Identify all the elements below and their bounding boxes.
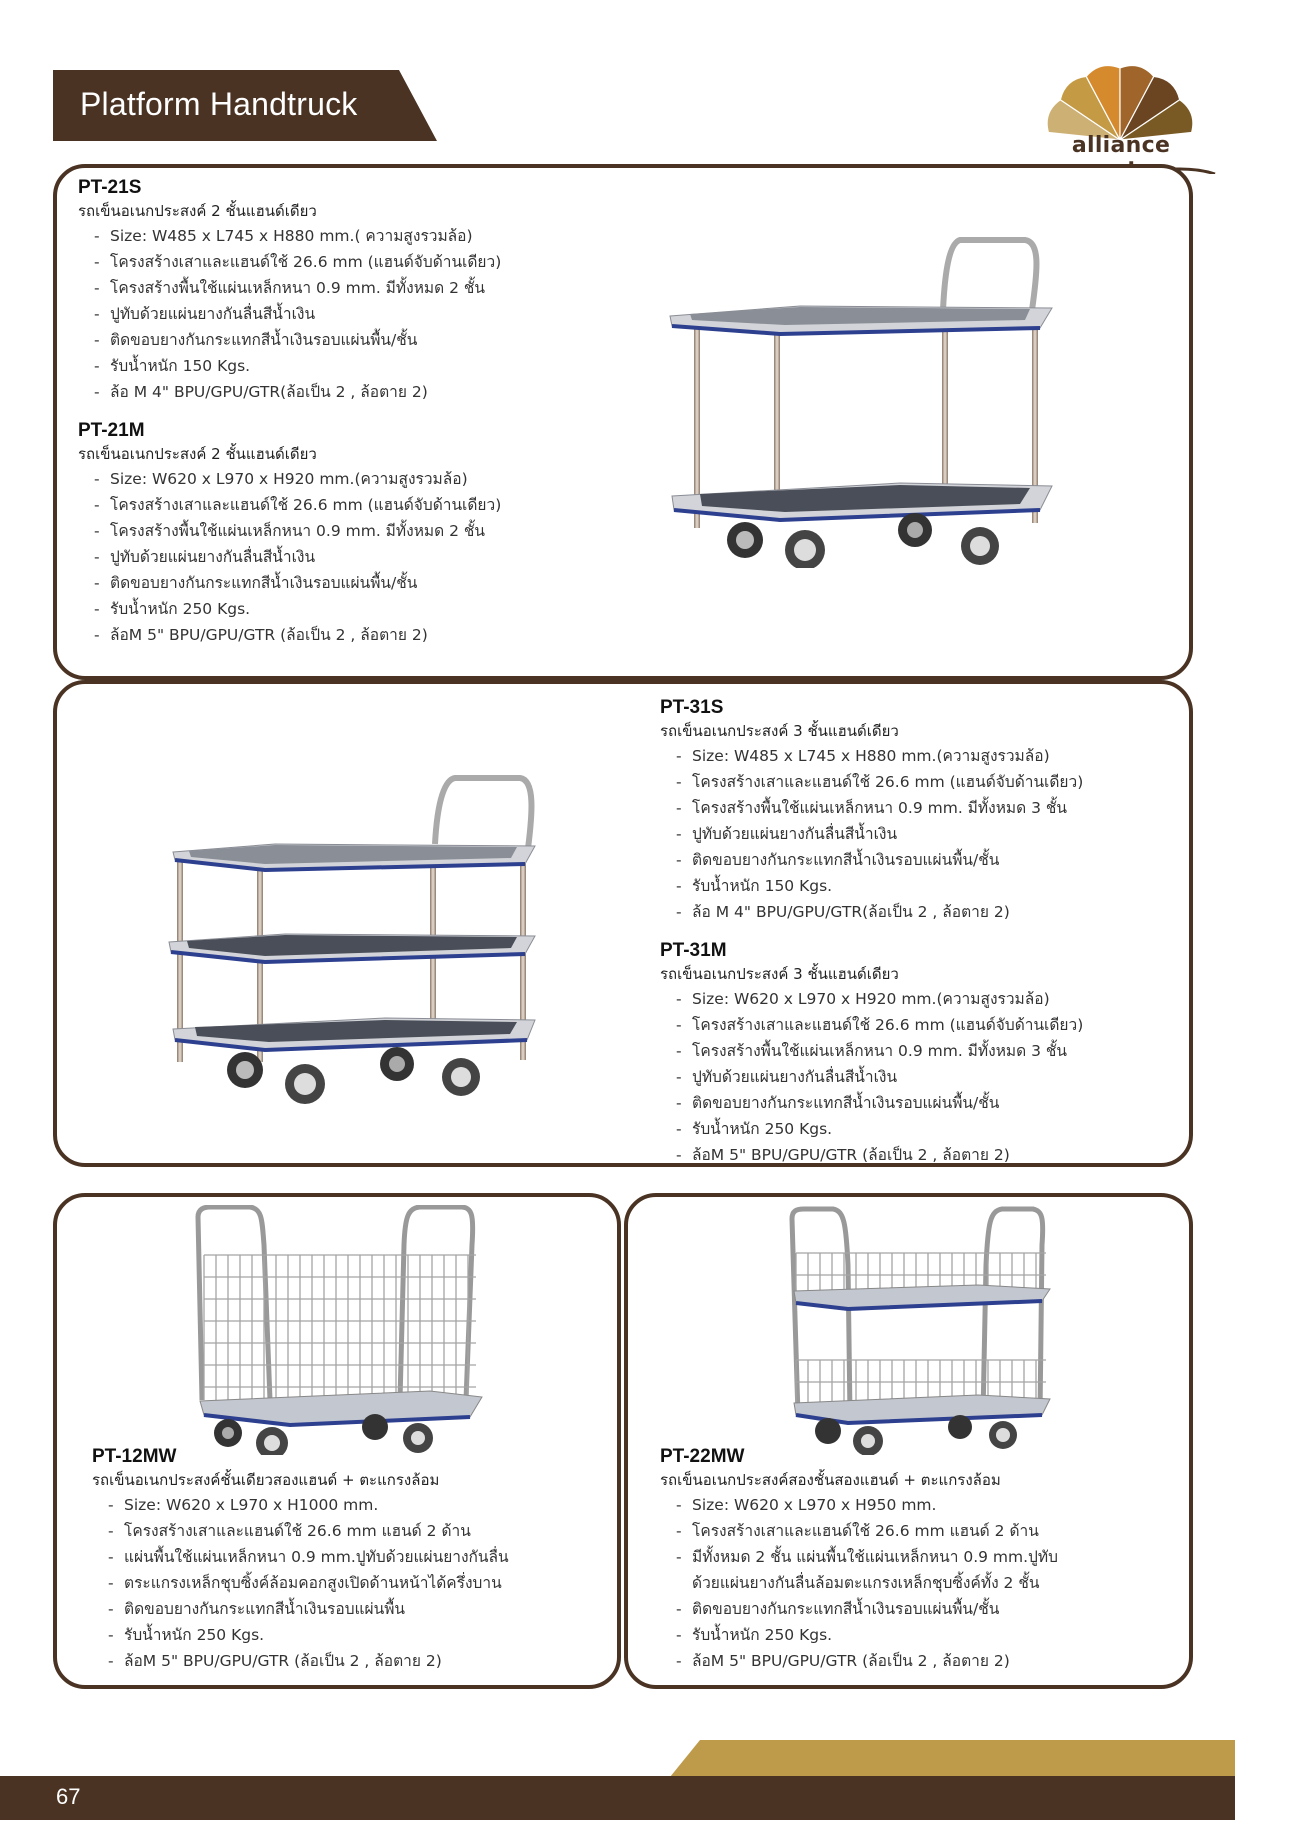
spec-item: [676, 1622, 1058, 1648]
spec-text: Size: W620 x L970 x H920 mm.(ความสูงรวมล้อ): [692, 990, 1050, 1008]
spec-item: [676, 1116, 1083, 1142]
bullet-dash: -: [94, 496, 100, 514]
bullet-dash: -: [676, 1652, 682, 1670]
spec-text: โครงสร้างเสาและแฮนด์ใช้ 26.6 mm (แฮนด์จับด้านเดียว): [692, 773, 1084, 791]
bullet-dash: -: [94, 522, 100, 540]
spec-list: [92, 1492, 509, 1674]
spec-item: [676, 1544, 1058, 1570]
spec-text: Size: W620 x L970 x H1000 mm.: [124, 1496, 379, 1514]
spec-item: [676, 769, 1083, 795]
bullet-dash: -: [94, 470, 100, 488]
spec-item: [94, 301, 501, 327]
spec-text: ล้อM 5" BPU/GPU/GTR (ล้อเป็น 2 , ล้อตาย 2): [110, 626, 428, 644]
bullet-dash: -: [94, 253, 100, 271]
spec-item: [94, 570, 501, 596]
spec-item: [676, 1012, 1083, 1038]
spec-item-continuation: ด้วยแผ่นยางกันลื่นล้อมตะแกรงเหล็กชุบซิ้งค์ทั้ง 2 ชั้น: [692, 1574, 1040, 1592]
page-title: Platform Handtruck: [80, 86, 358, 122]
spec-item: [94, 518, 501, 544]
spec-text: Size: W485 x L745 x H880 mm.( ความสูงรวมล้อ): [110, 227, 473, 245]
spec-text: ตระแกรงเหล็กชุบซิ้งค์ล้อมคอกสูงเปิดด้านหน้าได้ครึ่งบาน: [124, 1574, 502, 1592]
bullet-dash: -: [94, 383, 100, 401]
spec-text: รับน้ำหนัก 250 Kgs.: [124, 1626, 265, 1644]
bullet-dash: -: [108, 1626, 114, 1644]
spec-item: [676, 1038, 1083, 1064]
spec-text: Size: W620 x L970 x H920 mm.(ความสูงรวมล้อ): [110, 470, 468, 488]
product-description: รถเข็นอเนกประสงค์ 3 ชั้นแฮนด์เดียว: [660, 965, 899, 983]
bullet-dash: -: [94, 279, 100, 297]
spec-item: [108, 1648, 509, 1674]
spec-item: [94, 492, 501, 518]
spec-text: รับน้ำหนัก 250 Kgs.: [692, 1626, 833, 1644]
spec-text: ปูทับด้วยแผ่นยางกันลื่นสีน้ำเงิน: [110, 305, 316, 323]
spec-text: ปูทับด้วยแผ่นยางกันลื่นสีน้ำเงิน: [110, 548, 316, 566]
spec-item: [676, 1142, 1083, 1168]
product-spec-pt-31s: [660, 697, 1083, 925]
spec-text: โครงสร้างเสาและแฮนด์ใช้ 26.6 mm (แฮนด์จับด้านเดียว): [692, 1016, 1084, 1034]
spec-item: [108, 1622, 509, 1648]
spec-item: [108, 1518, 509, 1544]
spec-item: [676, 821, 1083, 847]
product-spec-pt-22mw: [660, 1446, 1058, 1674]
bullet-dash: -: [108, 1574, 114, 1592]
spec-text: Size: W620 x L970 x H950 mm.: [692, 1496, 937, 1514]
wire-cage: [204, 1255, 476, 1400]
footer-accent: [670, 1740, 1235, 1777]
bullet-dash: -: [676, 903, 682, 921]
bullet-dash: -: [94, 357, 100, 375]
spec-text: Size: W485 x L745 x H880 mm.(ความสูงรวมล้อ): [692, 747, 1050, 765]
spec-list: [660, 986, 1083, 1168]
bullet-dash: -: [676, 877, 682, 895]
bullet-dash: -: [94, 600, 100, 618]
product-image-pt-31s: [165, 772, 545, 1112]
bullet-dash: -: [676, 990, 682, 1008]
spec-text: รับน้ำหนัก 250 Kgs.: [110, 600, 251, 618]
spec-item: [676, 1596, 1058, 1622]
model-code: PT-12MW: [92, 1446, 177, 1467]
bullet-dash: -: [94, 227, 100, 245]
bullet-dash: -: [676, 747, 682, 765]
model-code: PT-31S: [660, 697, 724, 718]
spec-text: รับน้ำหนัก 250 Kgs.: [692, 1120, 833, 1138]
bullet-dash: -: [108, 1496, 114, 1514]
product-spec-pt-12mw: [92, 1446, 509, 1674]
bullet-dash: -: [676, 851, 682, 869]
spec-item: [676, 795, 1083, 821]
bullet-dash: -: [676, 825, 682, 843]
spec-item: [94, 275, 501, 301]
spec-text: โครงสร้างเสาและแฮนด์ใช้ 26.6 mm แฮนด์ 2 ด้าน: [692, 1522, 1039, 1540]
spec-text: ติดขอบยางกันกระแทกสีน้ำเงินรอบแผ่นพื้น/ชั้น: [692, 1094, 1000, 1112]
product-description: รถเข็นอเนกประสงค์ชั้นเดียวสองแฮนด์ + ตะแกรงล้อม: [92, 1471, 440, 1489]
spec-text: ติดขอบยางกันกระแทกสีน้ำเงินรอบแผ่นพื้น/ชั้น: [692, 851, 1000, 869]
model-code: PT-21M: [78, 420, 145, 441]
product-description: รถเข็นอเนกประสงค์สองชั้นสองแฮนด์ + ตะแกรงล้อม: [660, 1471, 1001, 1489]
bullet-dash: -: [676, 1094, 682, 1112]
spec-item: [94, 544, 501, 570]
spec-text: ติดขอบยางกันกระแทกสีน้ำเงินรอบแผ่นพื้น/ชั้น: [110, 331, 418, 349]
wire-cage: [796, 1253, 1046, 1402]
model-code: PT-22MW: [660, 1446, 745, 1467]
bullet-dash: -: [676, 799, 682, 817]
spec-item: [676, 1492, 1058, 1518]
spec-item: [94, 596, 501, 622]
spec-item: [94, 622, 501, 648]
spec-item: [108, 1544, 509, 1570]
product-image-pt-12mw: [190, 1205, 490, 1455]
spec-item: [108, 1570, 509, 1596]
spec-list: [78, 466, 501, 648]
bullet-dash: -: [108, 1600, 114, 1618]
bullet-dash: -: [676, 1016, 682, 1034]
spec-text: โครงสร้างพื้นใช้แผ่นเหล็กหนา 0.9 mm. มีทั้งหมด 3 ชั้น: [692, 1042, 1068, 1060]
spec-item: [676, 1648, 1058, 1674]
bullet-dash: -: [94, 331, 100, 349]
spec-item: [94, 353, 501, 379]
spec-item: [108, 1596, 509, 1622]
spec-text: ปูทับด้วยแผ่นยางกันลื่นสีน้ำเงิน: [692, 825, 898, 843]
spec-item: [94, 249, 501, 275]
bullet-dash: -: [676, 773, 682, 791]
spec-item: [676, 847, 1083, 873]
spec-list: [78, 223, 501, 405]
bullet-dash: -: [676, 1626, 682, 1644]
spec-text: รับน้ำหนัก 150 Kgs.: [692, 877, 833, 895]
spec-text: ล้อM 5" BPU/GPU/GTR (ล้อเป็น 2 , ล้อตาย 2): [124, 1652, 442, 1670]
bullet-dash: -: [108, 1652, 114, 1670]
spec-text: โครงสร้างพื้นใช้แผ่นเหล็กหนา 0.9 mm. มีทั้งหมด 3 ชั้น: [692, 799, 1068, 817]
bullet-dash: -: [94, 626, 100, 644]
spec-item: [108, 1492, 509, 1518]
bullet-dash: -: [676, 1042, 682, 1060]
spec-text: ล้อM 5" BPU/GPU/GTR (ล้อเป็น 2 , ล้อตาย 2): [692, 1146, 1010, 1164]
bullet-dash: -: [94, 574, 100, 592]
product-description: รถเข็นอเนกประสงค์ 3 ชั้นแฮนด์เดียว: [660, 722, 899, 740]
spec-text: ล้อ M 4" BPU/GPU/GTR(ล้อเป็น 2 , ล้อตาย 2): [110, 383, 428, 401]
product-spec-pt-31m: [660, 940, 1083, 1168]
spec-text: มีทั้งหมด 2 ชั้น แผ่นพื้นใช้แผ่นเหล็กหนา 0.9 mm.ปูทับ: [692, 1548, 1058, 1566]
spec-item: [94, 327, 501, 353]
spec-item: [676, 986, 1083, 1012]
spec-text: โครงสร้างพื้นใช้แผ่นเหล็กหนา 0.9 mm. มีทั้งหมด 2 ชั้น: [110, 522, 486, 540]
spec-item: [676, 899, 1083, 925]
product-spec-pt-21s: [78, 177, 501, 405]
spec-text: โครงสร้างเสาและแฮนด์ใช้ 26.6 mm แฮนด์ 2 ด้าน: [124, 1522, 471, 1540]
spec-list: [660, 743, 1083, 925]
spec-item: [676, 1518, 1058, 1544]
bullet-dash: -: [108, 1548, 114, 1566]
spec-text: รับน้ำหนัก 150 Kgs.: [110, 357, 251, 375]
bullet-dash: -: [676, 1496, 682, 1514]
spec-text: โครงสร้างเสาและแฮนด์ใช้ 26.6 mm (แฮนด์จับด้านเดียว): [110, 496, 502, 514]
spec-text: ติดขอบยางกันกระแทกสีน้ำเงินรอบแผ่นพื้น/ชั้น: [110, 574, 418, 592]
bullet-dash: -: [676, 1522, 682, 1540]
product-description: รถเข็นอเนกประสงค์ 2 ชั้นแฮนด์เดียว: [78, 445, 317, 463]
product-image-pt-21s: [660, 228, 1060, 568]
page-number: 67: [56, 1784, 81, 1809]
bullet-dash: -: [94, 305, 100, 323]
spec-text: ติดขอบยางกันกระแทกสีน้ำเงินรอบแผ่นพื้น: [124, 1600, 406, 1618]
brand-name: alliance: [1071, 133, 1171, 158]
spec-text: โครงสร้างเสาและแฮนด์ใช้ 26.6 mm (แฮนด์จับด้านเดียว): [110, 253, 502, 271]
footer-bar: [0, 1776, 1235, 1820]
spec-item: [94, 466, 501, 492]
bullet-dash: -: [676, 1120, 682, 1138]
product-description: รถเข็นอเนกประสงค์ 2 ชั้นแฮนด์เดียว: [78, 202, 317, 220]
bullet-dash: -: [676, 1068, 682, 1086]
spec-text: แผ่นพื้นใช้แผ่นเหล็กหนา 0.9 mm.ปูทับด้วยแผ่นยางกันลื่น: [124, 1548, 509, 1566]
spec-list: [660, 1492, 1058, 1674]
spec-text: ปูทับด้วยแผ่นยางกันลื่นสีน้ำเงิน: [692, 1068, 898, 1086]
bullet-dash: -: [676, 1600, 682, 1618]
spec-item: [676, 1064, 1083, 1090]
spec-text: ติดขอบยางกันกระแทกสีน้ำเงินรอบแผ่นพื้น/ชั้น: [692, 1600, 1000, 1618]
bullet-dash: -: [676, 1146, 682, 1164]
model-code: PT-31M: [660, 940, 727, 961]
spec-text: ล้อ M 4" BPU/GPU/GTR(ล้อเป็น 2 , ล้อตาย 2): [692, 903, 1010, 921]
product-spec-pt-21m: [78, 420, 501, 648]
spec-text: ล้อM 5" BPU/GPU/GTR (ล้อเป็น 2 , ล้อตาย 2): [692, 1652, 1010, 1670]
spec-item: [676, 1090, 1083, 1116]
spec-item: [94, 223, 501, 249]
spec-item: [676, 873, 1083, 899]
model-code: PT-21S: [78, 177, 142, 198]
bullet-dash: -: [94, 548, 100, 566]
product-image-pt-22mw: [778, 1205, 1058, 1455]
bullet-dash: -: [108, 1522, 114, 1540]
spec-item: [94, 379, 501, 405]
spec-text: โครงสร้างพื้นใช้แผ่นเหล็กหนา 0.9 mm. มีทั้งหมด 2 ชั้น: [110, 279, 486, 297]
bullet-dash: -: [676, 1548, 682, 1566]
spec-item: [676, 743, 1083, 769]
